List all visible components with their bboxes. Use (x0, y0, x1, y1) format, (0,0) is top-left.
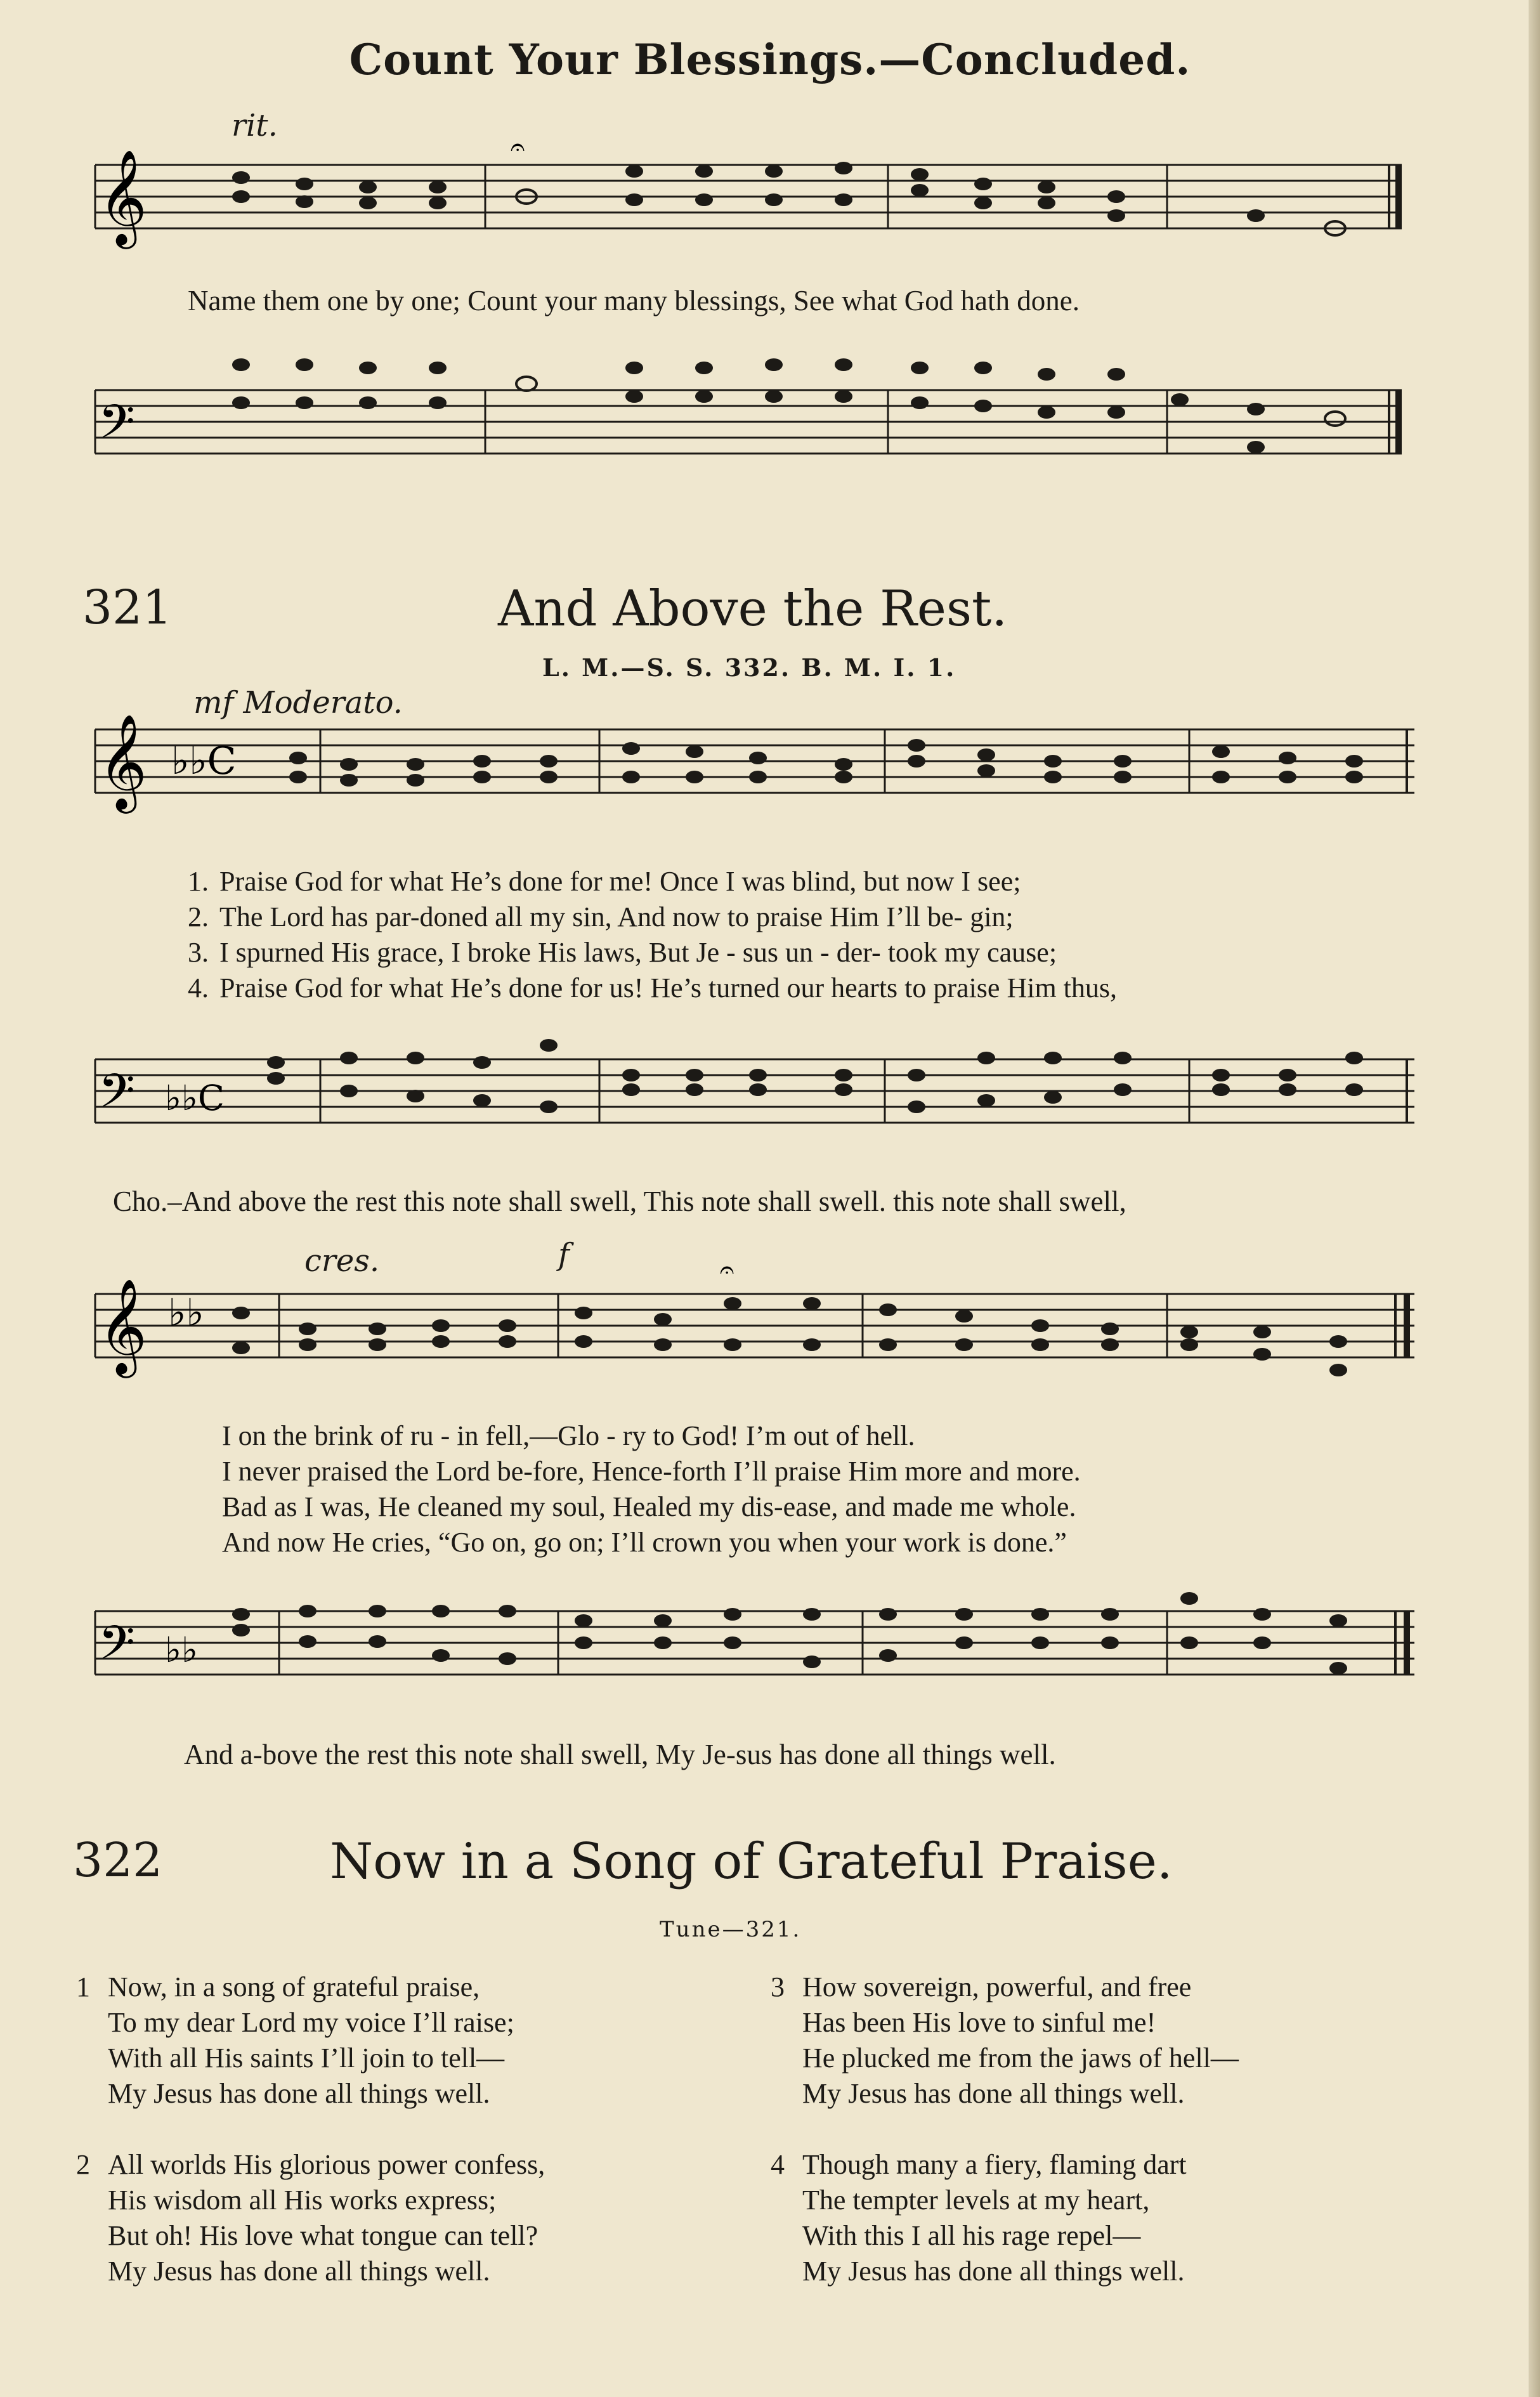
stanza-number: 1 (76, 1971, 90, 2002)
verse-line: I on the brink of ru - in fell,—Glo - ry to God! I’m out of hell. (222, 1420, 915, 1451)
svg-text:♭♭: ♭♭ (168, 1291, 204, 1335)
verse-line: And now He cries, “Go on, go on; I’ll crown you when your work is done.” (222, 1527, 1067, 1558)
svg-text:♭♭: ♭♭ (165, 1630, 198, 1670)
treble-staff-2-svg (95, 713, 1414, 831)
svg-text:𝄐: 𝄐 (511, 133, 525, 162)
verse-text: The Lord has par-doned all my sin, And now to praise Him I’ll be- gin; (219, 901, 1014, 932)
page-edge (1529, 0, 1540, 2397)
stanza-line (76, 2147, 545, 2183)
bass-staff-1 (95, 346, 1402, 492)
verse-number: 4. (188, 972, 209, 1003)
stanza-text: How sovereign, powerful, and free (802, 1971, 1192, 2002)
svg-text:𝄢: 𝄢 (98, 395, 135, 461)
verse-line (188, 864, 1117, 899)
verse-line (188, 970, 1117, 1006)
treble-staff-2 (95, 713, 1414, 831)
stanza-4 (771, 2147, 1187, 2289)
page-header-title: Count Your Blessings.—Concluded. (349, 35, 1191, 84)
verse-line (188, 899, 1117, 935)
dynamic-cres: cres. (304, 1243, 380, 1279)
stanza-text: Now, in a song of grateful praise, (108, 1971, 480, 2002)
verse-text: I spurned His grace, I broke His laws, But Je - sus un - der- took my cause; (219, 937, 1057, 968)
bass-staff-3-svg (95, 1567, 1414, 1713)
verse-line: Bad as I was, He cleaned my soul, Healed my dis-ease, and made me whole. (222, 1491, 1076, 1522)
bass-staff-1-svg (95, 346, 1402, 492)
stanza-line: My Jesus has done all things well. (108, 2256, 490, 2287)
stanza-line: My Jesus has done all things well. (802, 2256, 1185, 2287)
hymn-322-tune: Tune—321. (660, 1917, 802, 1942)
stanza-line: Has been His love to sinful me! (802, 2007, 1156, 2038)
verse-text: Praise God for what He’s done for us! He’s turned our hearts to praise Him thus, (219, 972, 1118, 1003)
svg-text:♭♭C: ♭♭C (165, 1078, 225, 1118)
hymn-321-title: And Above the Rest. (498, 580, 1008, 637)
stanza-number: 2 (76, 2149, 90, 2180)
stanza-text: All worlds His glorious power confess, (108, 2149, 545, 2180)
hymn-321-tempo: mf Moderato. (193, 685, 403, 721)
stanza-number: 3 (771, 1971, 785, 2002)
top-lyric-line: Name them one by one; Count your many blessings, See what God hath done. (188, 285, 1080, 317)
stanza-line: But oh! His love what tongue can tell? (108, 2220, 538, 2251)
treble-staff-1-svg (95, 133, 1402, 254)
stanza-line (771, 2147, 1187, 2183)
verse-line (188, 935, 1117, 970)
stanza-line: My Jesus has done all things well. (108, 2078, 490, 2109)
bass-staff-2-svg (95, 1015, 1414, 1161)
treble-staff-1 (95, 133, 1402, 254)
hymn-321-meter: L. M.—S. S. 332. B. M. I. 1. (542, 653, 956, 682)
verse-number: 2. (188, 901, 209, 932)
bass-staff-3 (95, 1567, 1414, 1713)
verse-number: 3. (188, 937, 209, 968)
stanza-number: 4 (771, 2149, 785, 2180)
stanza-line: With this I all his rage repel— (802, 2220, 1141, 2251)
hymn-322-number: 322 (73, 1833, 163, 1888)
stanza-line: He plucked me from the jaws of hell— (802, 2042, 1239, 2074)
hymn-321-final-line: And a-bove the rest this note shall swell, My Je-sus has done all things well. (184, 1739, 1056, 1770)
svg-text:𝄐: 𝄐 (720, 1255, 734, 1284)
stanza-line: With all His saints I’ll join to tell— (108, 2042, 505, 2074)
hymn-321-verses-part2 (222, 1418, 1081, 1560)
hymn-321-number: 321 (82, 580, 173, 635)
tempo-marking-rit: rit. (232, 108, 278, 143)
stanza-text: Though many a fiery, flaming dart (802, 2149, 1187, 2180)
stanza-line: My Jesus has done all things well. (802, 2078, 1185, 2109)
stanza-line: To my dear Lord my voice I’ll raise; (108, 2007, 514, 2038)
stanza-line (771, 1969, 1239, 2005)
verse-line: I never praised the Lord be-fore, Hence-forth I’ll praise Him more and more. (222, 1456, 1081, 1487)
stanza-line: His wisdom all His works express; (108, 2185, 497, 2216)
verse-text: Praise God for what He’s done for me! Once I was blind, but now I see; (219, 866, 1021, 897)
stanza-2 (76, 2147, 545, 2289)
stanza-line: The tempter levels at my heart, (802, 2185, 1150, 2216)
dynamic-forte: f (558, 1237, 570, 1272)
bass-staff-2 (95, 1015, 1414, 1161)
stanza-3 (771, 1969, 1239, 2112)
hymn-321-chorus-line: Cho.–And above the rest this note shall swell, This note shall swell. this note shall swell, (113, 1185, 1126, 1217)
svg-text:𝄢: 𝄢 (98, 1064, 135, 1130)
stanza-line (76, 1969, 514, 2005)
hymn-322-title: Now in a Song of Grateful Praise. (330, 1833, 1173, 1890)
verse-number: 1. (188, 866, 209, 897)
svg-text:𝄞: 𝄞 (98, 713, 147, 809)
svg-text:𝄢: 𝄢 (98, 1616, 135, 1682)
stanza-1 (76, 1969, 514, 2112)
svg-text:𝄞: 𝄞 (98, 1277, 147, 1374)
hymn-321-verses-part1 (188, 864, 1117, 1006)
svg-text:♭♭C: ♭♭C (171, 739, 237, 783)
svg-text:𝄞: 𝄞 (98, 148, 147, 245)
